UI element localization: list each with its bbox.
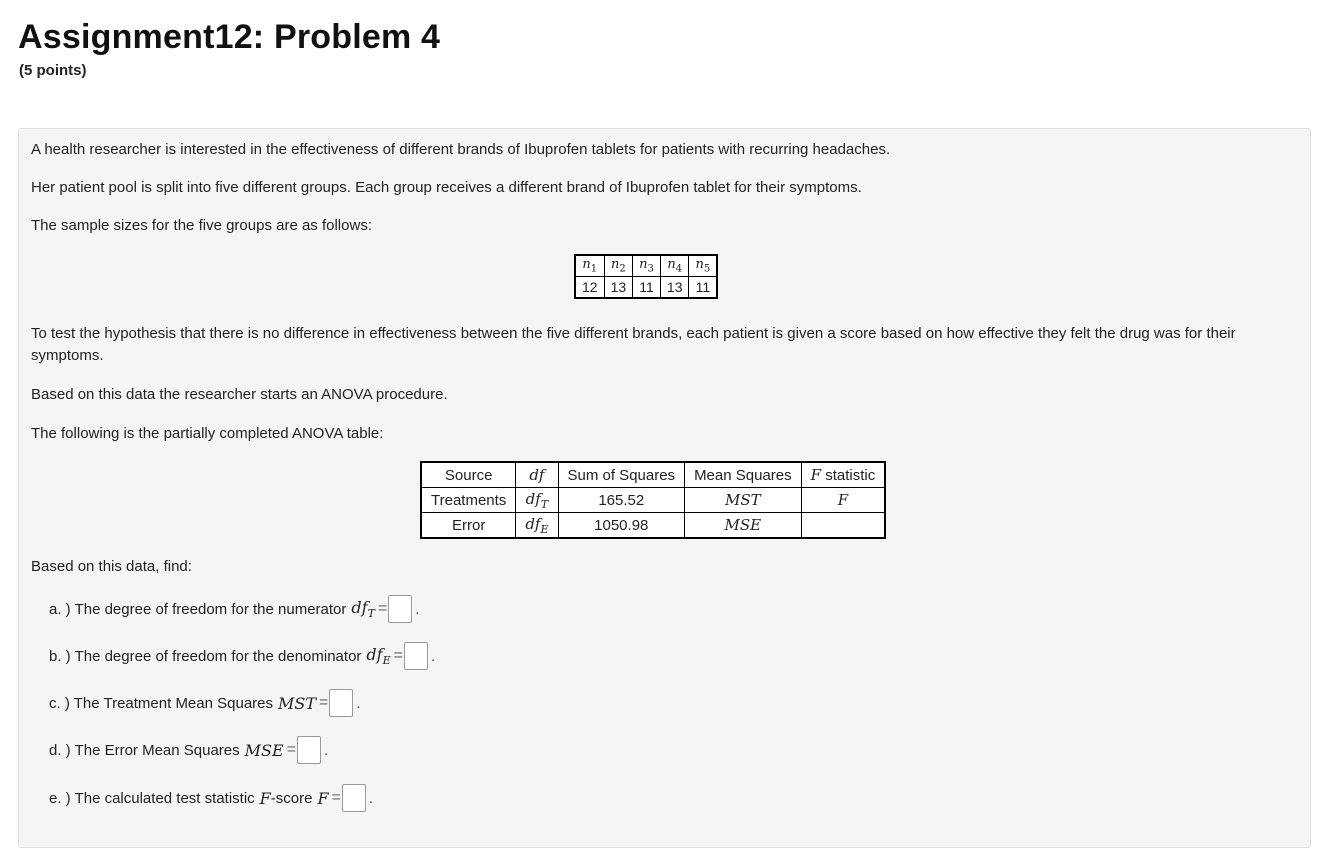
anova-error-ms: MSE: [685, 513, 802, 539]
problem-panel: [18, 128, 1311, 848]
intro-paragraph: A health researcher is interested in the effectiveness of different brands of Ibuprofen tablets for patients with recurring headaches.: [31, 141, 891, 158]
anova-header-ms: Mean Squares: [685, 462, 802, 488]
points-label: (5 points): [19, 62, 87, 79]
sample-header-cell: $n_5$: [689, 255, 717, 277]
answer-d-input[interactable]: [297, 736, 321, 764]
sample-header-cell: $n_1$: [575, 255, 604, 277]
find-paragraph: Based on this data, find:: [31, 558, 192, 575]
anova-table-intro: The following is the partially completed ANOVA table:: [31, 425, 384, 442]
answer-e-input[interactable]: [342, 784, 366, 812]
anova-header-source: Source: [421, 462, 516, 488]
sample-size-table: [574, 254, 718, 299]
question-a-label: a. ) The degree of freedom for the numerator: [49, 600, 347, 618]
anova-header-ss: Sum of Squares: [558, 462, 685, 488]
anova-error-df: $df_E$: [516, 513, 558, 539]
sample-value-cell: 11: [689, 277, 717, 299]
anova-header-f: F statistic: [801, 462, 885, 488]
sample-header-cell: $n_2$: [604, 255, 633, 277]
anova-error-ss: 1050.98: [558, 513, 685, 539]
question-d-label: d. ) The Error Mean Squares: [49, 741, 240, 759]
answer-a-input[interactable]: [388, 595, 412, 623]
answer-b-input[interactable]: [404, 642, 428, 670]
question-e-extra: -score: [270, 789, 313, 807]
sample-value-cell: 12: [575, 277, 604, 299]
question-e-math2: F: [317, 788, 329, 808]
anova-error-f: [801, 513, 885, 539]
question-c: c. ) The Treatment Mean Squares MST = .: [49, 689, 361, 717]
question-c-label: c. ) The Treatment Mean Squares: [49, 694, 273, 712]
question-b: b. ) The degree of freedom for the denominator $df_E$ = .: [49, 642, 435, 670]
question-e-label: e. ) The calculated test statistic: [49, 789, 255, 807]
groups-paragraph: Her patient pool is split into five different groups. Each group receives a different brand of Ibuprofen tablet for their symptoms.: [31, 179, 862, 196]
anova-treatments-f: F: [801, 488, 885, 513]
question-a-math: $df_T$: [351, 597, 375, 621]
anova-treatments-source: Treatments: [421, 488, 516, 513]
page-title: Assignment12: Problem 4: [18, 18, 441, 56]
hypothesis-paragraph: To test the hypothesis that there is no difference in effectiveness between the five different brands, each patient is given a score based on how effective they felt the drug was for their symptoms.: [31, 325, 1236, 364]
anova-treatments-ms: MST: [685, 488, 802, 513]
anova-start-paragraph: Based on this data the researcher starts an ANOVA procedure.: [31, 386, 448, 403]
sample-header-cell: $n_4$: [660, 255, 689, 277]
anova-error-source: Error: [421, 513, 516, 539]
anova-header-df: df: [516, 462, 558, 488]
question-c-math: MST: [278, 693, 317, 713]
sample-value-cell: 13: [660, 277, 689, 299]
anova-treatments-ss: 165.52: [558, 488, 685, 513]
sample-sizes-paragraph: The sample sizes for the five groups are as follows:: [31, 217, 372, 234]
anova-table: [420, 461, 886, 539]
question-a: a. ) The degree of freedom for the numerator $df_T$ = .: [49, 595, 419, 623]
question-d-math: MSE: [244, 740, 284, 760]
sample-value-cell: 11: [633, 277, 661, 299]
question-b-label: b. ) The degree of freedom for the denominator: [49, 647, 362, 665]
question-b-math: $df_E$: [366, 644, 391, 668]
question-d: d. ) The Error Mean Squares MSE = .: [49, 736, 328, 764]
sample-value-cell: 13: [604, 277, 633, 299]
answer-c-input[interactable]: [329, 689, 353, 717]
question-e: e. ) The calculated test statistic F -score F = .: [49, 784, 373, 812]
sample-header-cell: $n_3$: [633, 255, 661, 277]
question-e-math: F: [259, 788, 271, 808]
anova-treatments-df: $df_T$: [516, 488, 558, 513]
